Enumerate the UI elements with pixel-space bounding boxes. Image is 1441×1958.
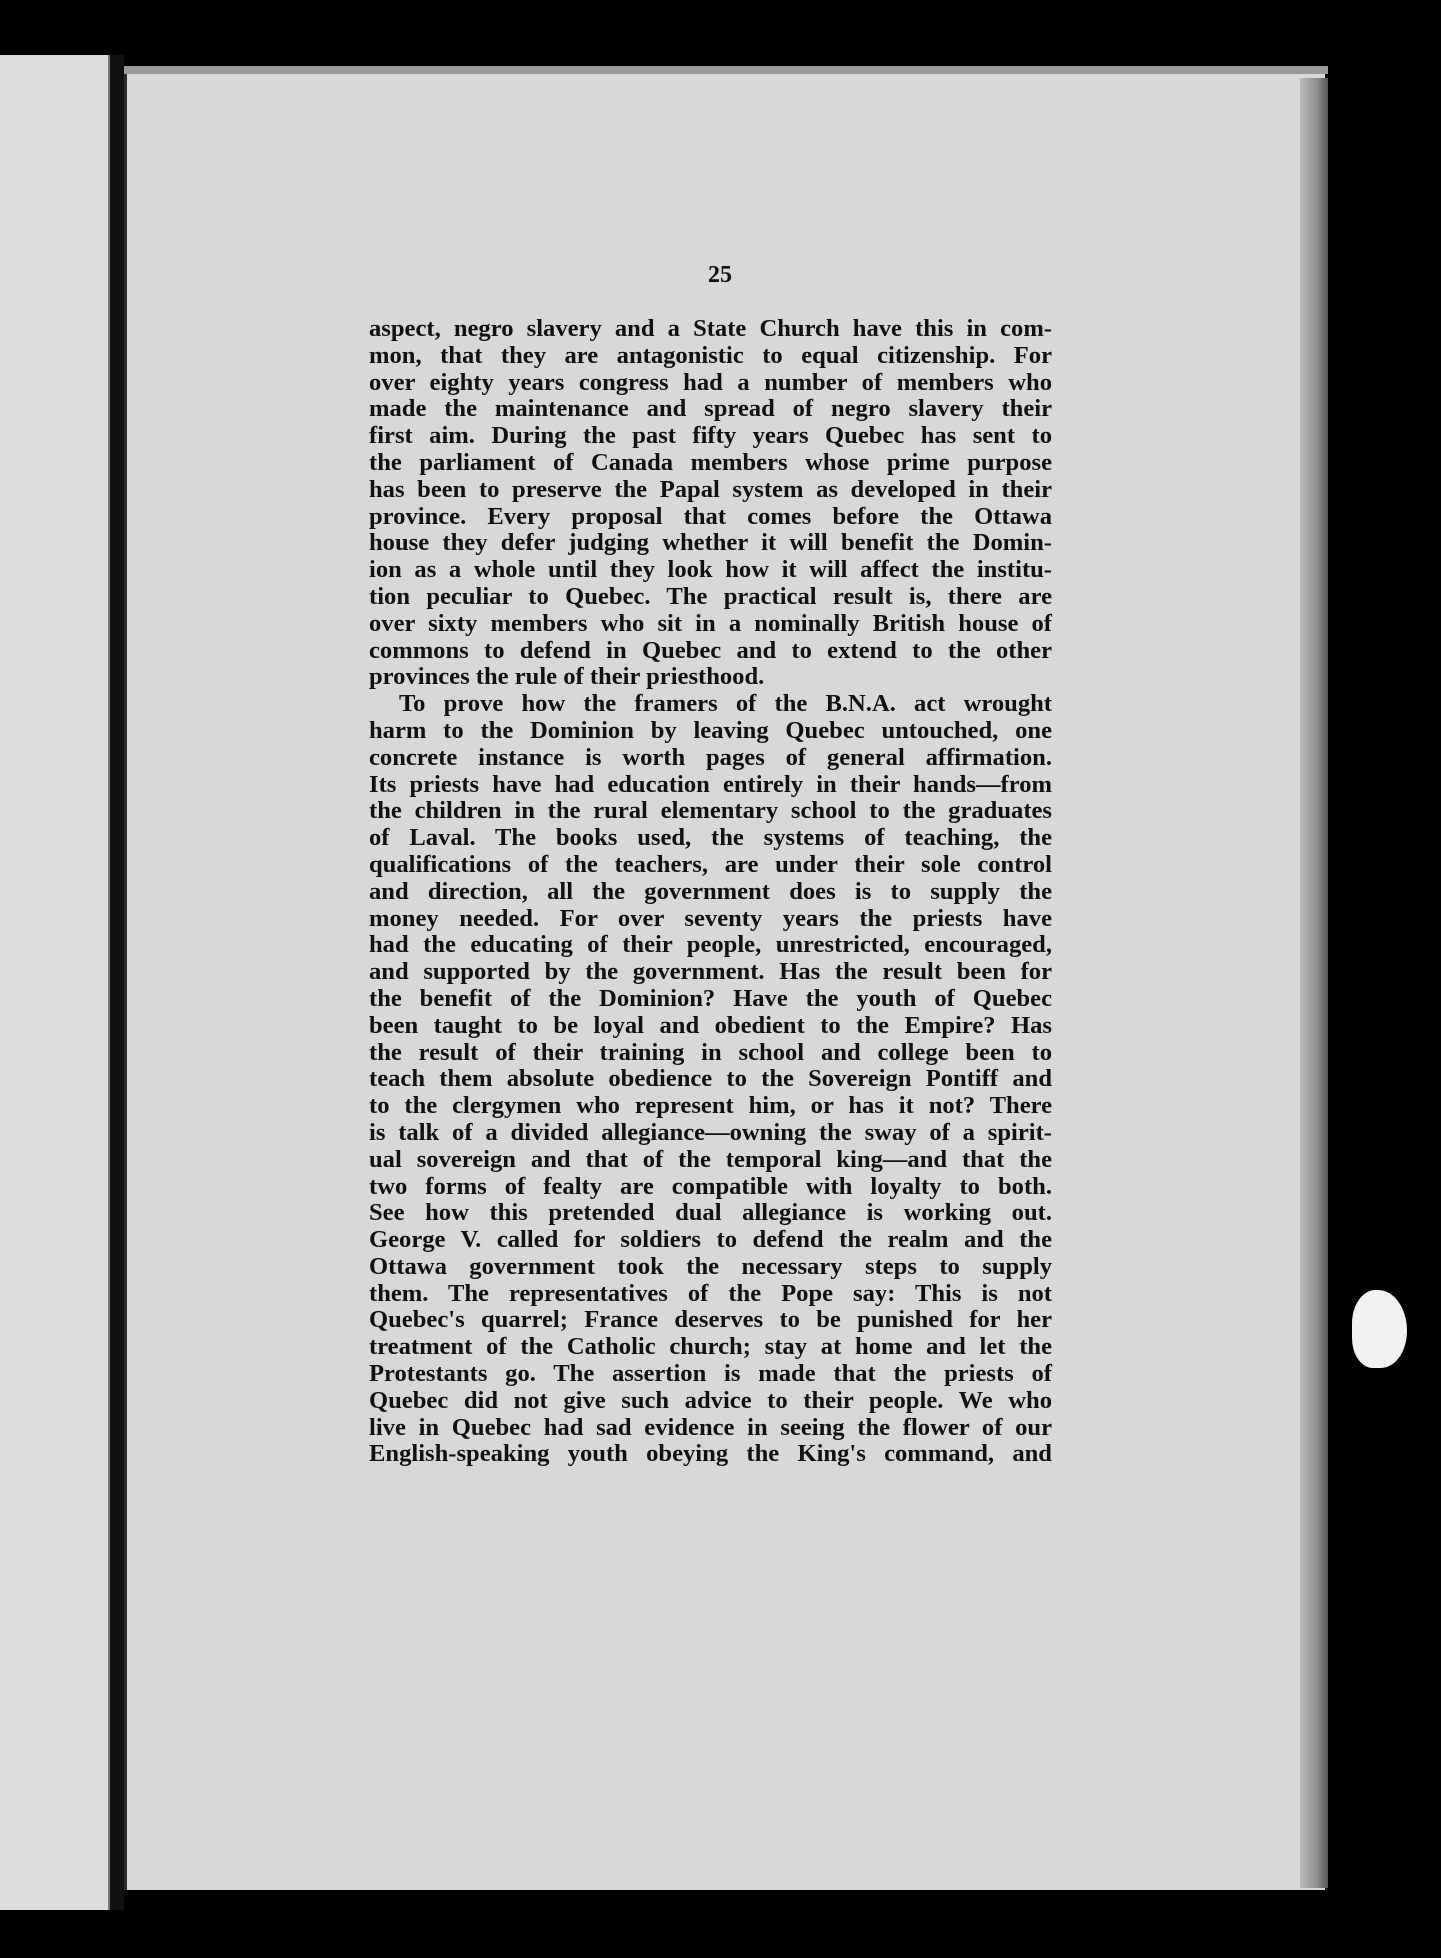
text-line: English-speaking youth obeying the King's command, and bbox=[369, 1440, 1052, 1468]
book-gutter bbox=[110, 55, 124, 1910]
paper-blot bbox=[1352, 1290, 1407, 1368]
text-line: them. The representatives of the Pope say: This is not bbox=[369, 1279, 1052, 1307]
text-line: made the maintenance and spread of negro slavery their bbox=[369, 395, 1052, 423]
text-line: and supported by the government. Has the result been for bbox=[369, 958, 1052, 986]
text-line: aspect, negro slavery and a State Church have this in com- bbox=[369, 315, 1052, 342]
text-line: has been to preserve the Papal system as developed in their bbox=[369, 475, 1052, 503]
paragraph bbox=[369, 691, 1052, 1468]
text-line: mon, that they are antagonistic to equal citizenship. For bbox=[369, 341, 1052, 369]
text-line: harm to the Dominion by leaving Quebec untouched, one bbox=[369, 716, 1052, 744]
text-line: ual sovereign and that of the temporal king—and that the bbox=[369, 1145, 1052, 1173]
text-line: Quebec did not give such advice to their people. We who bbox=[369, 1386, 1052, 1414]
left-page-edge bbox=[0, 55, 110, 1910]
page-number: 25 bbox=[708, 262, 732, 288]
text-line: qualifications of the teachers, are under their sole control bbox=[369, 850, 1052, 878]
text-line: tion peculiar to Quebec. The practical result is, there are bbox=[369, 582, 1052, 610]
text-line: of Laval. The books used, the systems of teaching, the bbox=[369, 824, 1052, 852]
page-right-edge bbox=[1300, 78, 1328, 1888]
body-text bbox=[369, 316, 1052, 1468]
text-line: two forms of fealty are compatible with loyalty to both. bbox=[369, 1172, 1052, 1200]
text-line: been taught to be loyal and obedient to the Empire? Has bbox=[369, 1011, 1052, 1039]
text-line: George V. called for soldiers to defend the realm and the bbox=[369, 1226, 1052, 1254]
text-line: first aim. During the past fifty years Quebec has sent to bbox=[369, 422, 1052, 450]
text-line: provinces the rule of their priesthood. bbox=[369, 663, 765, 691]
text-line: treatment of the Catholic church; stay at home and let the bbox=[369, 1333, 1052, 1361]
text-line: Quebec's quarrel; France deserves to be punished for her bbox=[369, 1306, 1052, 1334]
text-line: had the educating of their people, unrestricted, encouraged, bbox=[369, 931, 1052, 959]
text-line: and direction, all the government does is to supply the bbox=[369, 877, 1052, 905]
text-line: To prove how the framers of the B.N.A. act wrought bbox=[399, 690, 1052, 718]
text-line: money needed. For over seventy years the priests have bbox=[369, 904, 1052, 932]
text-line: over eighty years congress had a number of members who bbox=[369, 368, 1052, 396]
text-line: house they defer judging whether it will benefit the Domin- bbox=[369, 529, 1052, 557]
text-line: is talk of a divided allegiance—owning the sway of a spirit- bbox=[369, 1118, 1052, 1146]
text-line: the children in the rural elementary school to the graduates bbox=[369, 797, 1052, 825]
text-line: live in Quebec had sad evidence in seeing the flower of our bbox=[369, 1413, 1052, 1441]
page-top-edge bbox=[124, 66, 1328, 74]
text-line: the parliament of Canada members whose prime purpose bbox=[369, 448, 1052, 476]
text-line: commons to defend in Quebec and to extend to the other bbox=[369, 636, 1052, 664]
text-line: to the clergymen who represent him, or has it not? There bbox=[369, 1092, 1052, 1120]
text-line: Its priests have had education entirely in their hands—from bbox=[369, 770, 1052, 798]
text-line: province. Every proposal that comes before the Ottawa bbox=[369, 502, 1052, 530]
text-line: Protestants go. The assertion is made that the priests of bbox=[369, 1360, 1052, 1388]
text-line: over sixty members who sit in a nominally British house of bbox=[369, 609, 1052, 637]
text-line: teach them absolute obedience to the Sovereign Pontiff and bbox=[369, 1065, 1052, 1093]
paragraph bbox=[369, 316, 1052, 691]
text-line: the benefit of the Dominion? Have the youth of Quebec bbox=[369, 984, 1052, 1012]
text-line: Ottawa government took the necessary steps to supply bbox=[369, 1252, 1052, 1280]
text-line: concrete instance is worth pages of general affirmation. bbox=[369, 743, 1052, 771]
text-line: the result of their training in school and college been to bbox=[369, 1038, 1052, 1066]
text-line: See how this pretended dual allegiance is working out. bbox=[369, 1199, 1052, 1227]
text-line: ion as a whole until they look how it will affect the institu- bbox=[369, 556, 1052, 584]
